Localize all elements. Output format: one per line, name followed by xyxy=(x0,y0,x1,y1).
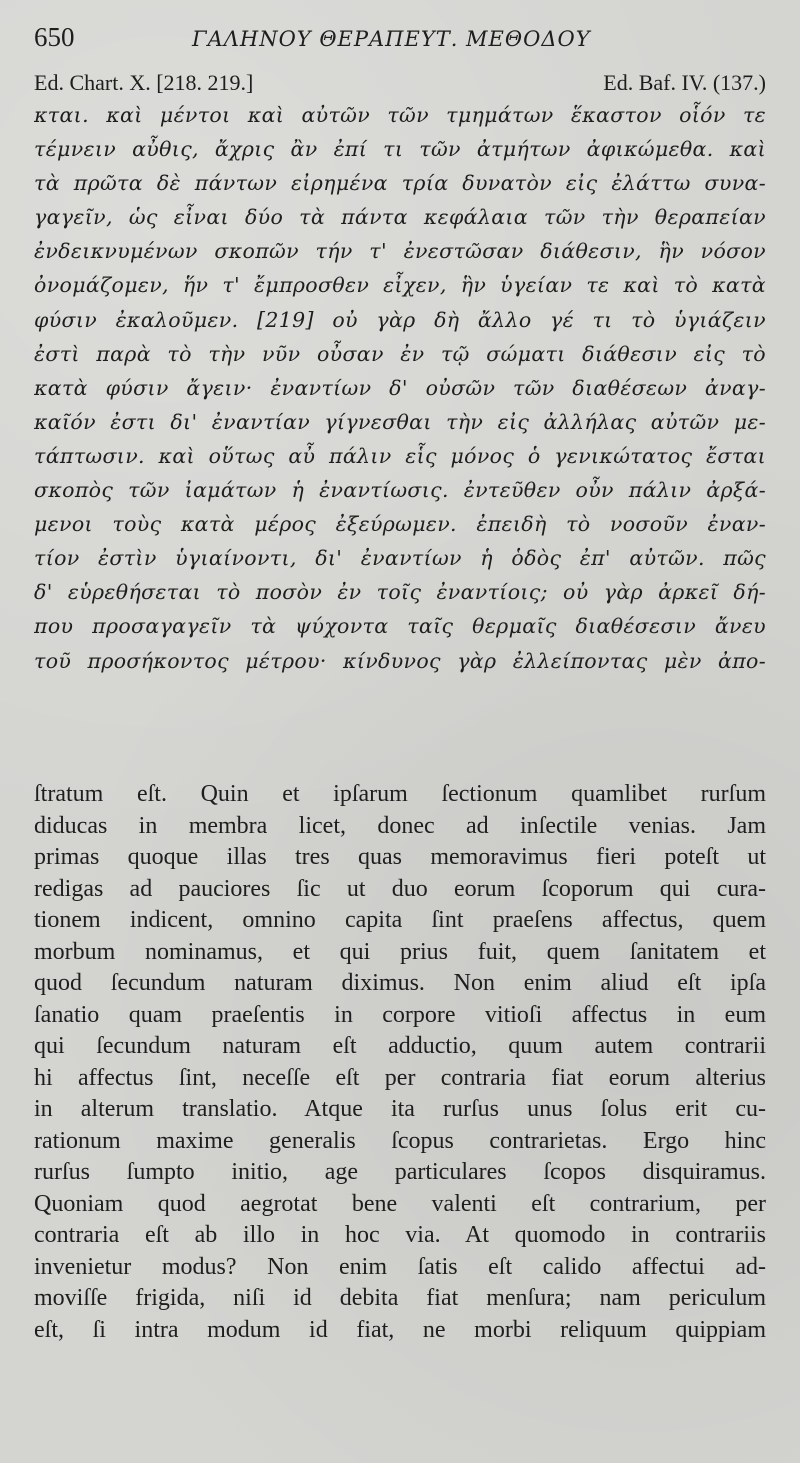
latin-line: hi affectus ſint, neceſſe eſt per contraria fiat eorum alterius xyxy=(34,1064,766,1091)
greek-line: τοῦ προσήκοντος μέτρου· κίνδυνος γὰρ ἐλλείποντας μὲν ἀπο- xyxy=(34,648,766,673)
greek-line: τάπτωσιν. καὶ οὕτως αὖ πάλιν εἷς μόνος ὁ γενικώτατος ἔσται xyxy=(34,443,766,468)
latin-line: ſtratum eſt. Quin et ipſarum ſectionum quamlibet rurſum xyxy=(34,781,766,807)
latin-line: redigas ad pauciores ſic ut duo eorum ſcoporum qui cura- xyxy=(34,875,766,902)
greek-line: φύσιν ἐκαλοῦμεν. [219] οὐ γὰρ δὴ ἄλλο γέ τι τὸ ὑγιάζειν xyxy=(34,307,766,332)
page-number: 650 xyxy=(34,22,75,52)
greek-line: τὰ πρῶτα δὲ πάντων εἰρημένα τρία δυνατὸν εἰς ἐλάττω συνα- xyxy=(34,171,766,196)
greek-line: ὀνομάζομεν, ἥν τ' ἔμπροσθεν εἶχεν, ἣν ὑγείαν τε καὶ τὸ κατὰ xyxy=(34,273,766,298)
latin-line: eſt, ſi intra modum id fiat, ne morbi reliquum quippiam xyxy=(34,1316,766,1343)
latin-line: rurſus ſumpto initio, age particulares ſcopos disquiramus. xyxy=(34,1159,766,1185)
latin-line: invenietur modus? Non enim ſatis eſt calido affectui ad- xyxy=(34,1253,766,1280)
greek-line: ἐστὶ παρὰ τὸ τὴν νῦν οὖσαν ἐν τῷ σώματι διάθεσιν εἰς τὸ xyxy=(34,341,766,366)
latin-line: Quoniam quod aegrotat bene valenti eſt contrarium, per xyxy=(34,1190,766,1217)
greek-line: σκοπὸς τῶν ἰαμάτων ἡ ἐναντίωσις. ἐντεῦθεν οὖν πάλιν ἀρξά- xyxy=(34,478,766,503)
greek-line: καῖόν ἐστι δι' ἐναντίαν γίγνεσθαι τὴν εἰς ἀλλήλας αὐτῶν με- xyxy=(34,409,766,434)
running-title: ΓΑΛΗΝΟΥ ΘΕΡΑΠΕΥΤ. ΜΕΘΟΔΟΥ xyxy=(192,27,591,51)
greek-text-block xyxy=(34,98,766,678)
latin-line: ſanatio quam praeſentis in corpore vitioſi affectus in eum xyxy=(34,1001,766,1028)
greek-line: κατὰ φύσιν ἄγειν· ἐναντίων δ' οὐσῶν τῶν διαθέσεων ἀναγ- xyxy=(34,375,766,400)
greek-line: δ' εὑρεθήσεται τὸ ποσὸν ἐν τοῖς ἐναντίοις; οὐ γὰρ ἀρκεῖ δή- xyxy=(34,580,766,605)
greek-line: γαγεῖν, ὡς εἶναι δύο τὰ πάντα κεφάλαια τῶν τὴν θεραπείαν xyxy=(34,205,766,230)
latin-line: contraria eſt ab illo in hoc via. At quomodo in contrariis xyxy=(34,1222,766,1248)
greek-line: τίον ἐστὶν ὑγιαίνοντι, δι' ἐναντίων ἡ ὁδὸς ἐπ' αὐτῶν. πῶς xyxy=(34,546,766,571)
greek-line: που προσαγαγεῖν τὰ ψύχοντα ταῖς θερμαῖς διαθέσεσιν ἄνευ xyxy=(34,614,766,639)
greek-line: μενοι τοὺς κατὰ μέρος ἐξεύρωμεν. ἐπειδὴ τὸ νοσοῦν ἐναν- xyxy=(34,512,766,537)
edition-reference-right: Ed. Baf. IV. (137.) xyxy=(603,70,766,95)
latin-line: quod ſecundum naturam diximus. Non enim aliud eſt ipſa xyxy=(34,970,766,996)
latin-line: primas quoque illas tres quas memoravimus fieri poteſt ut xyxy=(34,844,766,870)
running-head xyxy=(34,22,766,68)
greek-line: κται. καὶ μέντοι καὶ αὐτῶν τῶν τμημάτων ἕκαστον οἷόν τε xyxy=(34,103,766,127)
greek-line: τέμνειν αὖθις, ἄχρις ἂν ἐπί τι τῶν ἀτμήτων ἀφικώμεθα. καὶ xyxy=(34,137,766,162)
latin-line: diducas in membra licet, donec ad inſectile venias. Jam xyxy=(34,812,766,839)
edition-reference-left: Ed. Chart. X. [218. 219.] xyxy=(34,70,254,95)
greek-line: ἐνδεικνυμένων σκοπῶν τήν τ' ἐνεστῶσαν διάθεσιν, ἣν νόσον xyxy=(34,239,766,264)
latin-line: rationum maxime generalis ſcopus contrarietas. Ergo hinc xyxy=(34,1127,766,1154)
latin-line: qui ſecundum naturam eſt adductio, quum autem contrarii xyxy=(34,1033,766,1059)
latin-line: morbum nominamus, et qui prius fuit, quem ſanitatem et xyxy=(34,938,766,965)
latin-line: moviſſe frigida, niſi id debita fiat menſura; nam periculum xyxy=(34,1285,766,1311)
latin-text-block xyxy=(34,779,766,1346)
latin-line: in alterum translatio. Atque ita rurſus unus ſolus erit cu- xyxy=(34,1096,766,1122)
latin-line: tionem indicent, omnino capita ſint praeſens affectus, quem xyxy=(34,907,766,933)
edition-reference-line xyxy=(34,68,766,98)
